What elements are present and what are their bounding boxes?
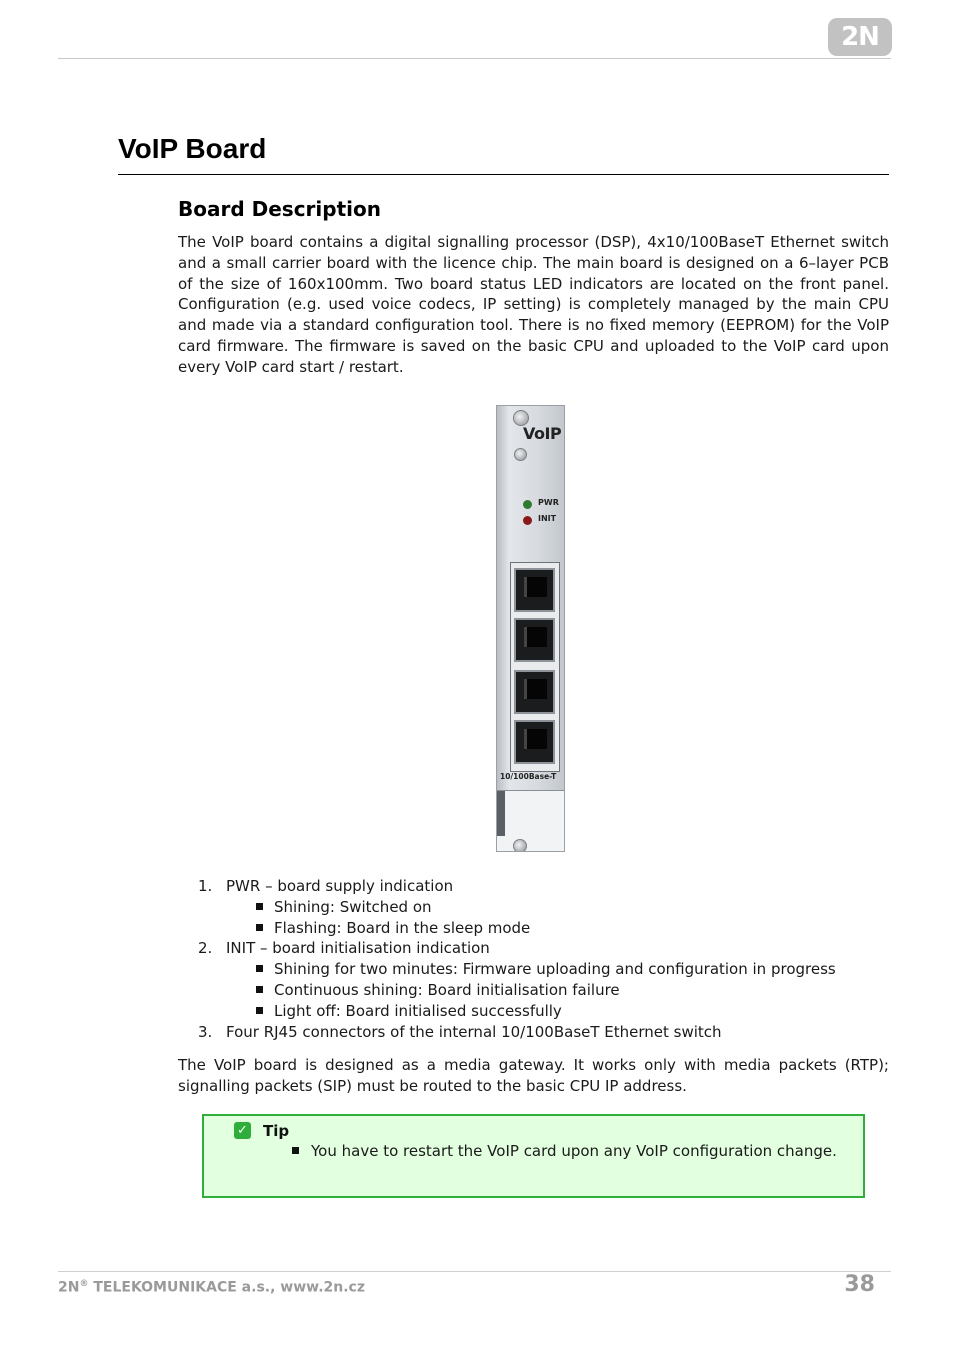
rj45-port-icon	[514, 720, 555, 764]
checkbox-icon: ✓	[234, 1122, 251, 1139]
tip-item: You have to restart the VoIP card upon any VoIP configuration change.	[292, 1141, 852, 1162]
title-underline	[118, 174, 889, 175]
footer-company-prefix: 2N	[58, 1279, 80, 1296]
init-led-label: INIT	[538, 514, 557, 523]
small-screw-icon	[514, 448, 527, 461]
board-bottom-panel	[497, 790, 564, 852]
page-title: VoIP Board	[118, 133, 267, 164]
tip-box	[202, 1114, 865, 1198]
sub-list-item: Continuous shining: Board initialisation failure	[256, 980, 836, 1001]
sub-list	[198, 897, 836, 939]
board-label: VoIP	[523, 424, 562, 443]
list-number: 2.	[198, 939, 213, 958]
logo-text: 2N	[841, 22, 879, 52]
list-item	[198, 938, 836, 1021]
footer-divider	[58, 1271, 891, 1272]
media-gateway-paragraph: The VoIP board is designed as a media gateway. It works only with media packets (RTP); signalling packets (SIP) must be routed to the basic CPU IP address.	[178, 1056, 889, 1095]
page-number: 38	[844, 1272, 875, 1297]
company-logo	[828, 18, 892, 56]
list-item-text: Four RJ45 connectors of the internal 10/100BaseT Ethernet switch	[226, 1022, 722, 1041]
ports-caption: 10/100Base-T	[500, 772, 557, 781]
init-led-icon	[523, 516, 532, 525]
voip-board-image	[496, 405, 565, 852]
rj45-port-block	[510, 562, 560, 772]
list-number: 3.	[198, 1022, 213, 1041]
pwr-led-icon	[523, 500, 532, 509]
list-item	[198, 876, 836, 938]
sub-list-item: Shining for two minutes: Firmware uploading and configuration in progress	[256, 959, 836, 980]
description-paragraph: The VoIP board contains a digital signalling processor (DSP), 4x10/100BaseT Ethernet switch and a small carrier board with the licence chip. The main board is designed on a 6–layer PCB of the size of 160x100mm. Two board status LED indicators are located on the front panel. Configuration (e.g. used voice codecs, IP setting) is completely managed by the main CPU and made via a standard configuration tool. There is no fixed memory (EEPROM) for the VoIP card firmware. The firmware is saved on the basic CPU and uploaded to the VoIP card upon every VoIP card start / restart.	[178, 233, 889, 376]
rj45-port-icon	[514, 670, 555, 714]
header-divider	[58, 58, 891, 59]
pwr-led-label: PWR	[538, 498, 559, 507]
section-title: Board Description	[178, 197, 381, 221]
list-item-text: PWR – board supply indication	[226, 877, 454, 895]
registered-mark: ®	[79, 1279, 89, 1289]
board-edge	[497, 791, 505, 836]
list-item	[198, 1022, 836, 1043]
indicator-list	[198, 876, 836, 1042]
bottom-screw-icon	[513, 839, 527, 852]
rj45-port-icon	[514, 618, 555, 662]
tip-list	[292, 1141, 852, 1162]
list-number: 1.	[198, 877, 213, 895]
sub-list-item: Flashing: Board in the sleep mode	[256, 918, 836, 939]
tip-label: Tip	[263, 1122, 290, 1140]
rj45-port-icon	[514, 568, 555, 612]
footer-company	[58, 1279, 365, 1296]
list-item-text: INIT – board initialisation indication	[226, 939, 490, 958]
sub-list-item: Light off: Board initialised successfully	[256, 1001, 836, 1022]
sub-list-item: Shining: Switched on	[256, 897, 836, 918]
footer-company-rest: TELEKOMUNIKACE a.s., www.2n.cz	[88, 1279, 365, 1296]
sub-list	[198, 959, 836, 1021]
